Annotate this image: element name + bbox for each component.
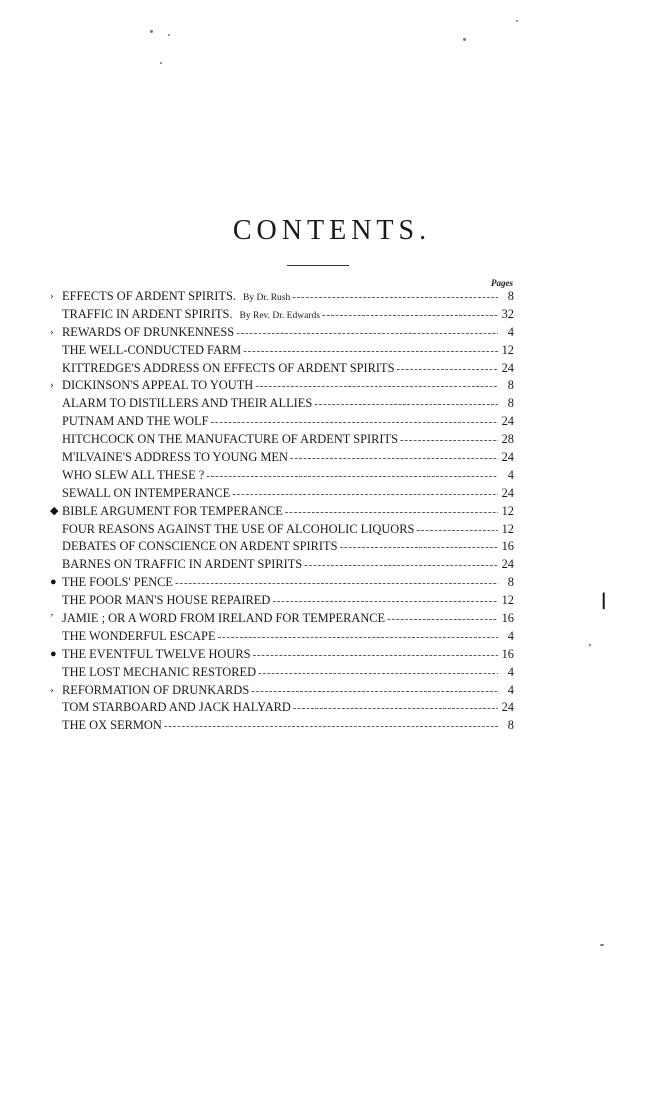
toc-entry bbox=[62, 699, 514, 717]
dot-leader bbox=[293, 700, 498, 718]
toc-entry-page-number: 24 bbox=[501, 557, 514, 572]
toc-entry-page-number: 12 bbox=[501, 342, 514, 357]
toc-entry bbox=[50, 503, 514, 521]
toc-entry-page-number: 8 bbox=[507, 378, 514, 393]
toc-entry bbox=[50, 288, 514, 306]
dot-leader bbox=[290, 450, 498, 468]
toc-entry bbox=[62, 538, 514, 556]
toc-entry bbox=[62, 592, 514, 610]
margin-mark: › bbox=[50, 683, 54, 696]
toc-entry-title: THE WONDERFUL ESCAPE bbox=[62, 628, 216, 643]
toc-entry bbox=[50, 324, 514, 342]
toc-entry-title: DICKINSON'S APPEAL TO YOUTH bbox=[62, 378, 254, 393]
dot-leader bbox=[285, 504, 498, 522]
toc-entry-title: SEWALL ON INTEMPERANCE bbox=[62, 485, 231, 500]
toc-entry-title: THE OX SERMON bbox=[62, 718, 162, 733]
dot-leader bbox=[164, 718, 498, 736]
dot-leader bbox=[400, 432, 498, 450]
toc-entry-title: THE FOOLS' PENCE bbox=[62, 575, 174, 590]
toc-entry bbox=[62, 360, 514, 378]
dot-leader bbox=[255, 378, 498, 396]
toc-entry-title: PUTNAM AND THE WOLF bbox=[62, 414, 209, 429]
toc-entry bbox=[62, 485, 514, 503]
margin-mark: ● bbox=[50, 647, 57, 660]
dot-leader bbox=[232, 486, 498, 504]
toc-entry bbox=[50, 574, 514, 592]
toc-entry-byline: By Dr. Rush bbox=[242, 293, 291, 303]
dot-leader bbox=[387, 611, 498, 629]
toc-entry-title: REFORMATION OF DRUNKARDS bbox=[62, 682, 250, 697]
dot-leader bbox=[396, 361, 498, 379]
toc-entry bbox=[62, 306, 514, 324]
margin-mark: ❘ bbox=[597, 592, 611, 609]
dot-leader bbox=[175, 575, 498, 593]
dot-leader bbox=[252, 647, 498, 665]
dot-leader bbox=[251, 683, 498, 701]
toc-entry-page-number: 24 bbox=[501, 485, 514, 500]
toc-entry-page-number: 8 bbox=[507, 289, 514, 303]
toc-entry-page-number: 4 bbox=[507, 467, 514, 482]
toc-entry-title: REWARDS OF DRUNKENNESS bbox=[62, 324, 235, 339]
dot-leader bbox=[314, 396, 498, 414]
margin-mark: ◆ bbox=[50, 504, 59, 517]
dot-leader bbox=[206, 468, 498, 486]
toc-entry-title: JAMIE ; OR A WORD FROM IRELAND FOR TEMPERANCE bbox=[62, 611, 386, 626]
toc-entry-title: HITCHCOCK ON THE MANUFACTURE OF ARDENT SPIRITS bbox=[62, 432, 398, 447]
toc-entry bbox=[62, 413, 514, 431]
toc-entry bbox=[62, 431, 514, 449]
toc-entry-page-number: 4 bbox=[507, 628, 514, 643]
toc-entry-page-number: 4 bbox=[507, 682, 514, 697]
toc-entry bbox=[62, 628, 514, 646]
toc-entry-title: TOM STARBOARD AND JACK HALYARD bbox=[62, 700, 291, 715]
toc-entry-page-number: 16 bbox=[501, 646, 514, 661]
toc-entry-title: KITTREDGE'S ADDRESS ON EFFECTS OF ARDENT SPIRITS bbox=[62, 360, 395, 375]
toc-entry-title: WHO SLEW ALL THESE ? bbox=[62, 467, 205, 482]
toc-entry-page-number: 12 bbox=[501, 521, 514, 536]
dot-leader bbox=[416, 522, 498, 540]
toc-entry-page-number: 8 bbox=[507, 575, 514, 590]
toc-entry-page-number: 8 bbox=[507, 718, 514, 733]
toc-entry-page-number: 24 bbox=[501, 450, 514, 465]
dot-leader bbox=[322, 307, 498, 325]
ink-speck bbox=[463, 38, 466, 41]
toc-entry-page-number: 4 bbox=[507, 324, 514, 339]
toc-entry bbox=[62, 467, 514, 485]
toc-entry bbox=[62, 449, 514, 467]
toc-entry bbox=[50, 610, 514, 628]
dot-leader bbox=[292, 289, 498, 307]
table-of-contents bbox=[50, 288, 514, 735]
dot-leader bbox=[340, 539, 499, 557]
dot-leader bbox=[236, 325, 498, 343]
dot-leader bbox=[272, 593, 498, 611]
ink-speck bbox=[516, 20, 518, 22]
toc-entry bbox=[50, 682, 514, 700]
toc-entry-title: EFFECTS OF ARDENT SPIRITS. bbox=[62, 289, 236, 303]
toc-entry bbox=[62, 717, 514, 735]
toc-entry-title: BIBLE ARGUMENT FOR TEMPERANCE bbox=[62, 503, 283, 518]
toc-entry-title: THE LOST MECHANIC RESTORED bbox=[62, 664, 257, 679]
pages-column-label: Pages bbox=[491, 278, 513, 288]
toc-entry-title: TRAFFIC IN ARDENT SPIRITS. bbox=[62, 306, 233, 321]
toc-entry-page-number: 24 bbox=[501, 414, 514, 429]
ink-speck bbox=[600, 944, 604, 946]
toc-entry-page-number: 32 bbox=[501, 306, 514, 321]
toc-entry bbox=[62, 521, 514, 539]
page-title: CONTENTS. bbox=[232, 214, 432, 246]
toc-entry bbox=[62, 342, 514, 360]
toc-entry-byline: By Rev. Dr. Edwards bbox=[239, 310, 320, 321]
margin-mark: ʼ bbox=[50, 612, 54, 625]
ink-speck bbox=[160, 62, 162, 64]
dot-leader bbox=[243, 343, 498, 361]
toc-entry bbox=[50, 377, 514, 395]
toc-entry-page-number: 24 bbox=[501, 700, 514, 715]
toc-entry-page-number: 12 bbox=[501, 593, 514, 608]
ink-speck bbox=[168, 34, 170, 36]
toc-entry bbox=[62, 556, 514, 574]
title-rule bbox=[287, 265, 349, 266]
margin-mark: › bbox=[50, 290, 54, 302]
dot-leader bbox=[304, 557, 498, 575]
margin-mark: › bbox=[50, 379, 54, 392]
toc-entry bbox=[62, 664, 514, 682]
toc-entry-page-number: 16 bbox=[501, 611, 514, 626]
toc-entry-title: BARNES ON TRAFFIC IN ARDENT SPIRITS bbox=[62, 557, 303, 572]
ink-speck bbox=[150, 30, 153, 33]
toc-entry-title: FOUR REASONS AGAINST THE USE OF ALCOHOLIC LIQUORS bbox=[62, 521, 415, 536]
toc-entry-page-number: 16 bbox=[501, 539, 514, 554]
toc-entry-title: ALARM TO DISTILLERS AND THEIR ALLIES bbox=[62, 396, 313, 411]
toc-entry-page-number: 12 bbox=[501, 503, 514, 518]
toc-entry bbox=[62, 395, 514, 413]
margin-mark: › bbox=[50, 325, 54, 338]
toc-entry-title: DEBATES OF CONSCIENCE ON ARDENT SPIRITS bbox=[62, 539, 338, 554]
margin-mark: ● bbox=[50, 576, 57, 589]
margin-mark: ʼ bbox=[588, 642, 592, 654]
toc-entry-title: M'ILVAINE'S ADDRESS TO YOUNG MEN bbox=[62, 450, 288, 465]
toc-entry-title: THE EVENTFUL TWELVE HOURS bbox=[62, 646, 251, 661]
toc-entry-page-number: 8 bbox=[507, 396, 514, 411]
toc-entry-page-number: 28 bbox=[501, 432, 514, 447]
toc-entry-page-number: 4 bbox=[507, 664, 514, 679]
toc-entry bbox=[50, 646, 514, 664]
dot-leader bbox=[218, 629, 498, 647]
toc-entry-page-number: 24 bbox=[501, 360, 514, 375]
dot-leader bbox=[258, 665, 498, 683]
toc-entry-title: THE POOR MAN'S HOUSE REPAIRED bbox=[62, 593, 271, 608]
toc-entry-title: THE WELL-CONDUCTED FARM bbox=[62, 342, 242, 357]
dot-leader bbox=[211, 414, 498, 432]
